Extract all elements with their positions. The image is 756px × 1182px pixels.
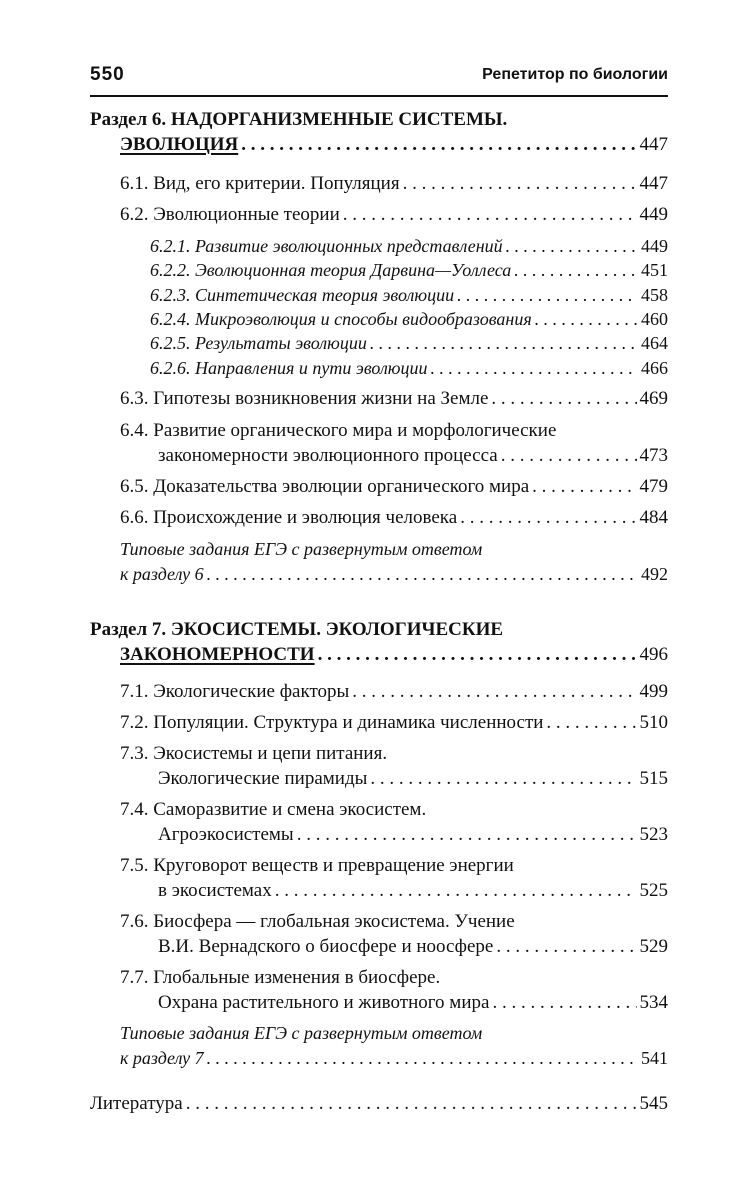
toc-entry-6-2-2 — [150, 258, 668, 282]
leader-dots — [457, 283, 638, 307]
entry-title: 7.1. Экологические факторы — [120, 681, 350, 702]
entry-title: 6.2.6. Направления и пути эволюции — [150, 358, 428, 378]
leader-dots — [207, 1046, 638, 1070]
entry-title: 6.3. Гипотезы возникновения жизни на Земле — [120, 388, 489, 409]
entry-page: 523 — [639, 824, 668, 845]
toc-entry-7-3 — [158, 767, 668, 791]
entry-title: В.И. Вернадского о биосфере и ноосфере — [158, 936, 494, 957]
entry-title: 6.2. Эволюционные теории — [120, 204, 340, 225]
toc-entry-7-6 — [158, 935, 668, 959]
entry-title: 7.2. Популяции. Структура и динамика численности — [120, 712, 544, 733]
section7-heading-line2: ЗАКОНОМЕРНОСТИ — [120, 644, 315, 665]
toc-entry-6-1 — [120, 172, 668, 196]
leader-dots — [546, 711, 636, 735]
section7-heading-line1: Раздел 7. ЭКОСИСТЕМЫ. ЭКОЛОГИЧЕСКИЕ — [90, 619, 504, 640]
leader-dots — [352, 680, 636, 704]
entry-page: 510 — [639, 712, 668, 733]
entry-title: 6.2.1. Развитие эволюционных представлений — [150, 236, 503, 256]
toc-entry-6-6 — [120, 506, 668, 530]
header-rule — [90, 95, 668, 97]
entry-title: в экосистемах — [158, 880, 272, 901]
toc-entry-6-2-6 — [150, 356, 668, 380]
leader-dots — [403, 172, 637, 196]
entry-page: 447 — [639, 173, 668, 194]
entry-page: 525 — [639, 880, 668, 901]
entry-title: 6.1. Вид, его критерии. Популяция — [120, 173, 400, 194]
section7-page: 496 — [639, 644, 668, 665]
leader-dots — [501, 444, 637, 468]
entry-title: 6.2.5. Результаты эволюции — [150, 333, 367, 353]
entry-page: 451 — [641, 260, 668, 280]
leader-dots — [207, 562, 638, 586]
toc-page — [90, 0, 668, 1182]
entry-page: 449 — [639, 204, 668, 225]
leader-dots — [297, 823, 637, 847]
toc-entry-6-4-line1: 6.4. Развитие органического мира и морфологические — [120, 420, 557, 441]
entry-page: 449 — [641, 236, 668, 256]
toc-entry-7-3-line1: 7.3. Экосистемы и цепи питания. — [120, 743, 388, 764]
leader-dots — [186, 1092, 637, 1116]
entry-title: 6.2.3. Синтетическая теория эволюции — [150, 285, 455, 305]
leader-dots — [343, 203, 637, 227]
entry-title: к разделу 6 — [120, 564, 204, 584]
leader-dots — [275, 879, 637, 903]
running-header — [90, 64, 668, 88]
leader-dots — [532, 475, 636, 499]
book-title: Репетитор по биологии — [482, 66, 668, 83]
entry-title: к разделу 7 — [120, 1048, 204, 1068]
leader-dots — [506, 234, 638, 258]
toc-entry-7-tasks — [120, 1046, 668, 1070]
page-number: 550 — [90, 64, 125, 85]
entry-page: 466 — [641, 358, 668, 378]
entry-page: 473 — [639, 445, 668, 466]
toc-entry-6-2 — [120, 203, 668, 227]
entry-title: Экологические пирамиды — [158, 768, 368, 789]
leader-dots — [514, 258, 638, 282]
toc-entry-7-1 — [120, 680, 668, 704]
entry-page: 484 — [639, 507, 668, 528]
toc-entry-7-2 — [120, 711, 668, 735]
toc-entry-6-2-3 — [150, 283, 668, 307]
section7-heading — [120, 643, 668, 667]
entry-title: 6.2.2. Эволюционная теория Дарвина—Уоллеса — [150, 260, 512, 280]
entry-page: 458 — [641, 285, 668, 305]
leader-dots — [496, 935, 636, 959]
section6-heading-line1: Раздел 6. НАДОРГАНИЗМЕННЫЕ СИСТЕМЫ. — [90, 109, 508, 130]
entry-page: 541 — [641, 1048, 668, 1068]
section6-heading — [120, 133, 668, 157]
toc-entry-6-3 — [120, 387, 668, 411]
toc-entry-7-4-line1: 7.4. Саморазвитие и смена экосистем. — [120, 799, 427, 820]
entry-page: 515 — [639, 768, 668, 789]
entry-page: 534 — [639, 992, 668, 1013]
entry-title: закономерности эволюционного процесса — [158, 445, 498, 466]
entry-page: 469 — [639, 388, 668, 409]
toc-entry-6-tasks-line1: Типовые задания ЕГЭ с развернутым ответом — [120, 539, 483, 559]
leader-dots — [535, 307, 638, 331]
toc-entry-7-5-line1: 7.5. Круговорот веществ и превращение энергии — [120, 855, 514, 876]
leader-dots — [318, 643, 637, 667]
entry-page: 545 — [639, 1093, 668, 1114]
toc-entry-literature — [90, 1092, 668, 1116]
leader-dots — [370, 767, 636, 791]
toc-entry-6-4 — [158, 444, 668, 468]
toc-entry-6-5 — [120, 475, 668, 499]
entry-page: 529 — [639, 936, 668, 957]
toc-entry-7-7 — [158, 991, 668, 1015]
entry-title: 6.5. Доказательства эволюции органического мира — [120, 476, 530, 497]
entry-page: 479 — [639, 476, 668, 497]
leader-dots — [460, 506, 636, 530]
toc-entry-6-tasks — [120, 562, 668, 586]
toc-entry-7-5 — [158, 879, 668, 903]
toc-entry-7-6-line1: 7.6. Биосфера — глобальная экосистема. Учение — [120, 911, 515, 932]
toc-entry-6-2-4 — [150, 307, 668, 331]
toc-entry-7-4 — [158, 823, 668, 847]
entry-page: 499 — [639, 681, 668, 702]
toc-entry-7-7-line1: 7.7. Глобальные изменения в биосфере. — [120, 967, 441, 988]
leader-dots — [492, 991, 636, 1015]
entry-page: 464 — [641, 333, 668, 353]
entry-page: 492 — [641, 564, 668, 584]
entry-title: Охрана растительного и животного мира — [158, 992, 490, 1013]
toc-entry-6-2-1 — [150, 234, 668, 258]
leader-dots — [370, 331, 638, 355]
leader-dots — [241, 133, 636, 157]
entry-title: 6.6. Происхождение и эволюция человека — [120, 507, 458, 528]
entry-page: 460 — [641, 309, 668, 329]
entry-title: Агроэкосистемы — [158, 824, 294, 845]
section6-page: 447 — [639, 134, 668, 155]
entry-title: Литература — [90, 1093, 183, 1114]
entry-title: 6.2.4. Микроэволюция и способы видообразования — [150, 309, 532, 329]
leader-dots — [431, 356, 639, 380]
section6-heading-line2: ЭВОЛЮЦИЯ — [120, 134, 239, 155]
toc-entry-7-tasks-line1: Типовые задания ЕГЭ с развернутым ответом — [120, 1023, 483, 1043]
leader-dots — [491, 387, 636, 411]
toc-entry-6-2-5 — [150, 331, 668, 355]
